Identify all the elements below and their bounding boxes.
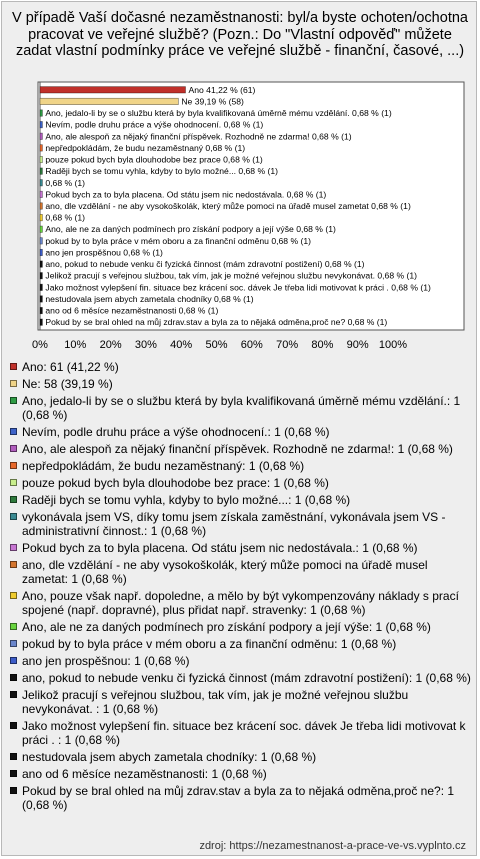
legend-label: Ano, pouze však např. dopoledne, a mělo by být vykompenzovány náklady s prací spojené (např. dopravné), plus přidat např. stravenky: 1 (0,68 %) — [22, 589, 459, 617]
x-tick-40pct: 40% — [170, 339, 193, 351]
bar-label-10: Pokud bych za to byla placena. Od státu jsem nic nedostávala. 0,68 % (1) — [45, 189, 327, 200]
bar-label-14: pokud by to byla práce v mém oboru a za finanční odměnu 0,68 % (1) — [45, 235, 312, 246]
legend-item — [10, 671, 472, 685]
x-tick-10pct: 10% — [64, 339, 87, 351]
legend-swatch — [10, 674, 17, 681]
legend-item — [10, 493, 472, 507]
bar-11 — [40, 203, 42, 209]
legend-label: Pokud bych za to byla placena. Od státu jsem nic nedostávala.: 1 (0,68 %) — [22, 541, 418, 555]
legend-label: pouze pokud bych byla dlouhodobe bez prace: 1 (0,68 %) — [22, 476, 329, 490]
bar-15 — [40, 249, 42, 255]
bar-21 — [40, 319, 42, 325]
legend-item — [10, 767, 472, 781]
legend-label: Ano: 61 (41,22 %) — [22, 360, 119, 374]
legend-item — [10, 459, 472, 473]
legend-item — [10, 719, 472, 747]
bar-20 — [40, 307, 42, 313]
bar-label-4: Nevím, podle druhu práce a výše ohodnocení. 0,68 % (1) — [45, 119, 264, 130]
legend-swatch — [10, 445, 17, 452]
bar-6 — [40, 145, 42, 151]
bar-2 — [40, 98, 178, 104]
x-tick-60pct: 60% — [240, 339, 263, 351]
bar-17 — [40, 273, 42, 279]
legend-swatch — [10, 363, 17, 370]
bar-8 — [40, 168, 42, 174]
x-tick-100pct: 100% — [378, 339, 408, 351]
legend-item — [10, 589, 472, 617]
legend-label: Pokud by se bral ohled na můj zdrav.stav a byla za to nějaká odměna,proč ne?: 1 (0,68 %) — [22, 784, 455, 812]
bar-label-13: Ano, ale ne za daných podmínech pro získání podpory a její výše 0,68 % (1) — [45, 224, 336, 235]
bar-label-5: Ano, ale alespoň za nějaký finanční příspěvek. Rozhodně ne zdarma! 0,68 % (1) — [45, 131, 352, 142]
bar-9 — [40, 180, 42, 186]
bar-label-19: nestudovala jsem abych zametala chodníky 0,68 % (1) — [45, 293, 254, 304]
legend-label: pokud by to byla práce v mém oboru a za finanční odměnu: 1 (0,68 %) — [22, 637, 397, 651]
legend-label: Ano, jedalo-li by se o službu která by byla kvalifikovaná úměrně mému vzdělání.: 1 (0,68 %) — [22, 394, 461, 422]
legend-item — [10, 637, 472, 651]
legend-item — [10, 442, 472, 456]
legend-swatch — [10, 428, 17, 435]
bar-label-6: nepředpokládám, že budu nezaměstnaný 0,68 % (1) — [45, 142, 246, 153]
bar-chart — [2, 2, 477, 352]
legend-label: ano, dle vzdělání - ne aby vysokoškolák, který může pomoci na úřadě musel zametat: 1 (0,68 %) — [22, 558, 428, 586]
bar-label-12: 0,68 % (1) — [45, 212, 86, 223]
legend-swatch — [10, 544, 17, 551]
bar-label-3: Ano, jedalo-li by se o službu která by byla kvalifikovaná úměrně mému vzdělání. 0,68 % (1) — [45, 108, 392, 119]
legend-swatch — [10, 561, 17, 568]
bar-label-9: 0,68 % (1) — [45, 177, 86, 188]
legend-swatch — [10, 623, 17, 630]
legend-swatch — [10, 753, 17, 760]
x-tick-80pct: 80% — [311, 339, 334, 351]
bar-label-7: pouze pokud bych byla dlouhodobe bez prace 0,68 % (1) — [45, 154, 263, 165]
bar-label-17: Jelikož pracují s veřejnou službou, tak vím, jak je možné veřejnou službu nevykonávat. 0,68 % (1) — [45, 270, 418, 281]
legend-label: ano od 6 měsíce nezaměstnanosti: 1 (0,68 %) — [22, 767, 267, 781]
legend-item — [10, 620, 472, 634]
legend-swatch — [10, 397, 17, 404]
bar-1 — [40, 87, 186, 93]
bar-label-8: Raději bych se tomu vyhla, kdyby to bylo možné... 0,68 % (1) — [45, 166, 279, 177]
chart-legend — [10, 360, 472, 815]
legend-swatch — [10, 722, 17, 729]
legend-label: nestudovala jsem abych zametala chodníky: 1 (0,68 %) — [22, 750, 317, 764]
legend-label: Ne: 58 (39,19 %) — [22, 377, 113, 391]
bar-label-11: ano, dle vzdělání - ne aby vysokoškolák, který může pomoci na úřadě musel zametat 0,68 % (1) — [45, 201, 411, 211]
x-tick-90pct: 90% — [346, 339, 369, 351]
legend-swatch — [10, 496, 17, 503]
bar-label-21: Pokud by se bral ohled na můj zdrav.stav a byla za to nějaká odměna,proč ne? 0,68 % (1) — [45, 317, 388, 328]
bar-3 — [40, 110, 42, 116]
bar-label-1: Ano 41,22 % (61) — [188, 84, 256, 95]
source-note: zdroj: https://nezamestnanost-a-prace-ve-vs.vyplnto.cz — [199, 840, 466, 852]
bar-7 — [40, 156, 42, 162]
bar-label-18: Jako možnost vylepšení fin. situace bez krácení soc. dávek Je třeba lidi motivovat k práci . 0,68 % (1) — [45, 282, 431, 293]
bar-label-2: Ne 39,19 % (58) — [181, 96, 244, 107]
legend-label: vykonávala jsem VS, díky tomu jsem získala zaměstnání, vykonávala jsem VS - administrativní činnost.: 1 (0,68 %) — [22, 510, 446, 538]
legend-item — [10, 425, 472, 439]
legend-swatch — [10, 462, 17, 469]
x-tick-30pct: 30% — [134, 339, 157, 351]
bar-18 — [40, 284, 42, 290]
legend-label: Nevím, podle druhu práce a výše ohodnocení.: 1 (0,68 %) — [22, 425, 330, 439]
legend-item — [10, 510, 472, 538]
bar-16 — [40, 261, 42, 267]
legend-label: nepředpokládám, že budu nezaměstnaný: 1 (0,68 %) — [22, 459, 305, 473]
legend-item — [10, 377, 472, 391]
legend-label: Jelikož pracují s veřejnou službou, tak vím, jak je možné veřejnou službu nevykonávat. : 1 (0,68 %) — [22, 688, 409, 716]
legend-label: Ano, ale ne za daných podmínech pro získání podpory a její výše: 1 (0,68 %) — [22, 620, 431, 634]
legend-swatch — [10, 513, 17, 520]
legend-item — [10, 360, 472, 374]
bar-label-15: ano jen prospěšnou 0,68 % (1) — [45, 247, 163, 258]
legend-label: Ano, ale alespoň za nějaký finanční příspěvek. Rozhodně ne zdarma!: 1 (0,68 %) — [22, 442, 453, 456]
bar-5 — [40, 133, 42, 139]
legend-item — [10, 688, 472, 716]
bar-label-16: ano, pokud to nebude venku či fyzická činnost (mám zdravotní postižení) 0,68 % (1) — [45, 259, 365, 270]
chart-frame — [1, 1, 477, 856]
x-tick-50pct: 50% — [205, 339, 228, 351]
bar-4 — [40, 121, 42, 127]
legend-label: Raději bych se tomu vyhla, kdyby to bylo možné...: 1 (0,68 %) — [22, 493, 351, 507]
legend-swatch — [10, 640, 17, 647]
chart-title: V případě Vaší dočasné nezaměstnanosti: byl/a byste ochoten/ochotna pracovat ve veřejné službě? (Pozn.: Do "Vlastní odpověď" můžete zadat vlastní podmínky práce ve veřejné službě - finanční, časové, ...) — [12, 10, 468, 59]
bar-label-20: ano od 6 měsíce nezaměstnanosti 0,68 % (1) — [45, 305, 219, 316]
bar-14 — [40, 238, 42, 244]
legend-swatch — [10, 592, 17, 599]
bar-10 — [40, 191, 42, 197]
x-tick-70pct: 70% — [276, 339, 299, 351]
legend-swatch — [10, 770, 17, 777]
bar-19 — [40, 296, 42, 302]
legend-swatch — [10, 479, 17, 486]
legend-item — [10, 476, 472, 490]
legend-item — [10, 654, 472, 668]
x-tick-0pct: 0% — [32, 339, 48, 351]
legend-swatch — [10, 691, 17, 698]
legend-swatch — [10, 787, 17, 794]
legend-label: Jako možnost vylepšení fin. situace bez krácení soc. dávek Je třeba lidi motivovat k práci . : 1 (0,68 %) — [22, 719, 466, 747]
legend-label: ano jen prospěšnou: 1 (0,68 %) — [22, 654, 190, 668]
legend-item — [10, 558, 472, 586]
bar-13 — [40, 226, 42, 232]
legend-item — [10, 541, 472, 555]
legend-swatch — [10, 380, 17, 387]
legend-item — [10, 750, 472, 764]
bar-12 — [40, 214, 42, 220]
legend-item — [10, 784, 472, 812]
x-tick-20pct: 20% — [99, 339, 122, 351]
legend-item — [10, 394, 472, 422]
legend-label: ano, pokud to nebude venku či fyzická činnost (mám zdravotní postižení): 1 (0,68 %) — [22, 671, 471, 685]
legend-swatch — [10, 657, 17, 664]
